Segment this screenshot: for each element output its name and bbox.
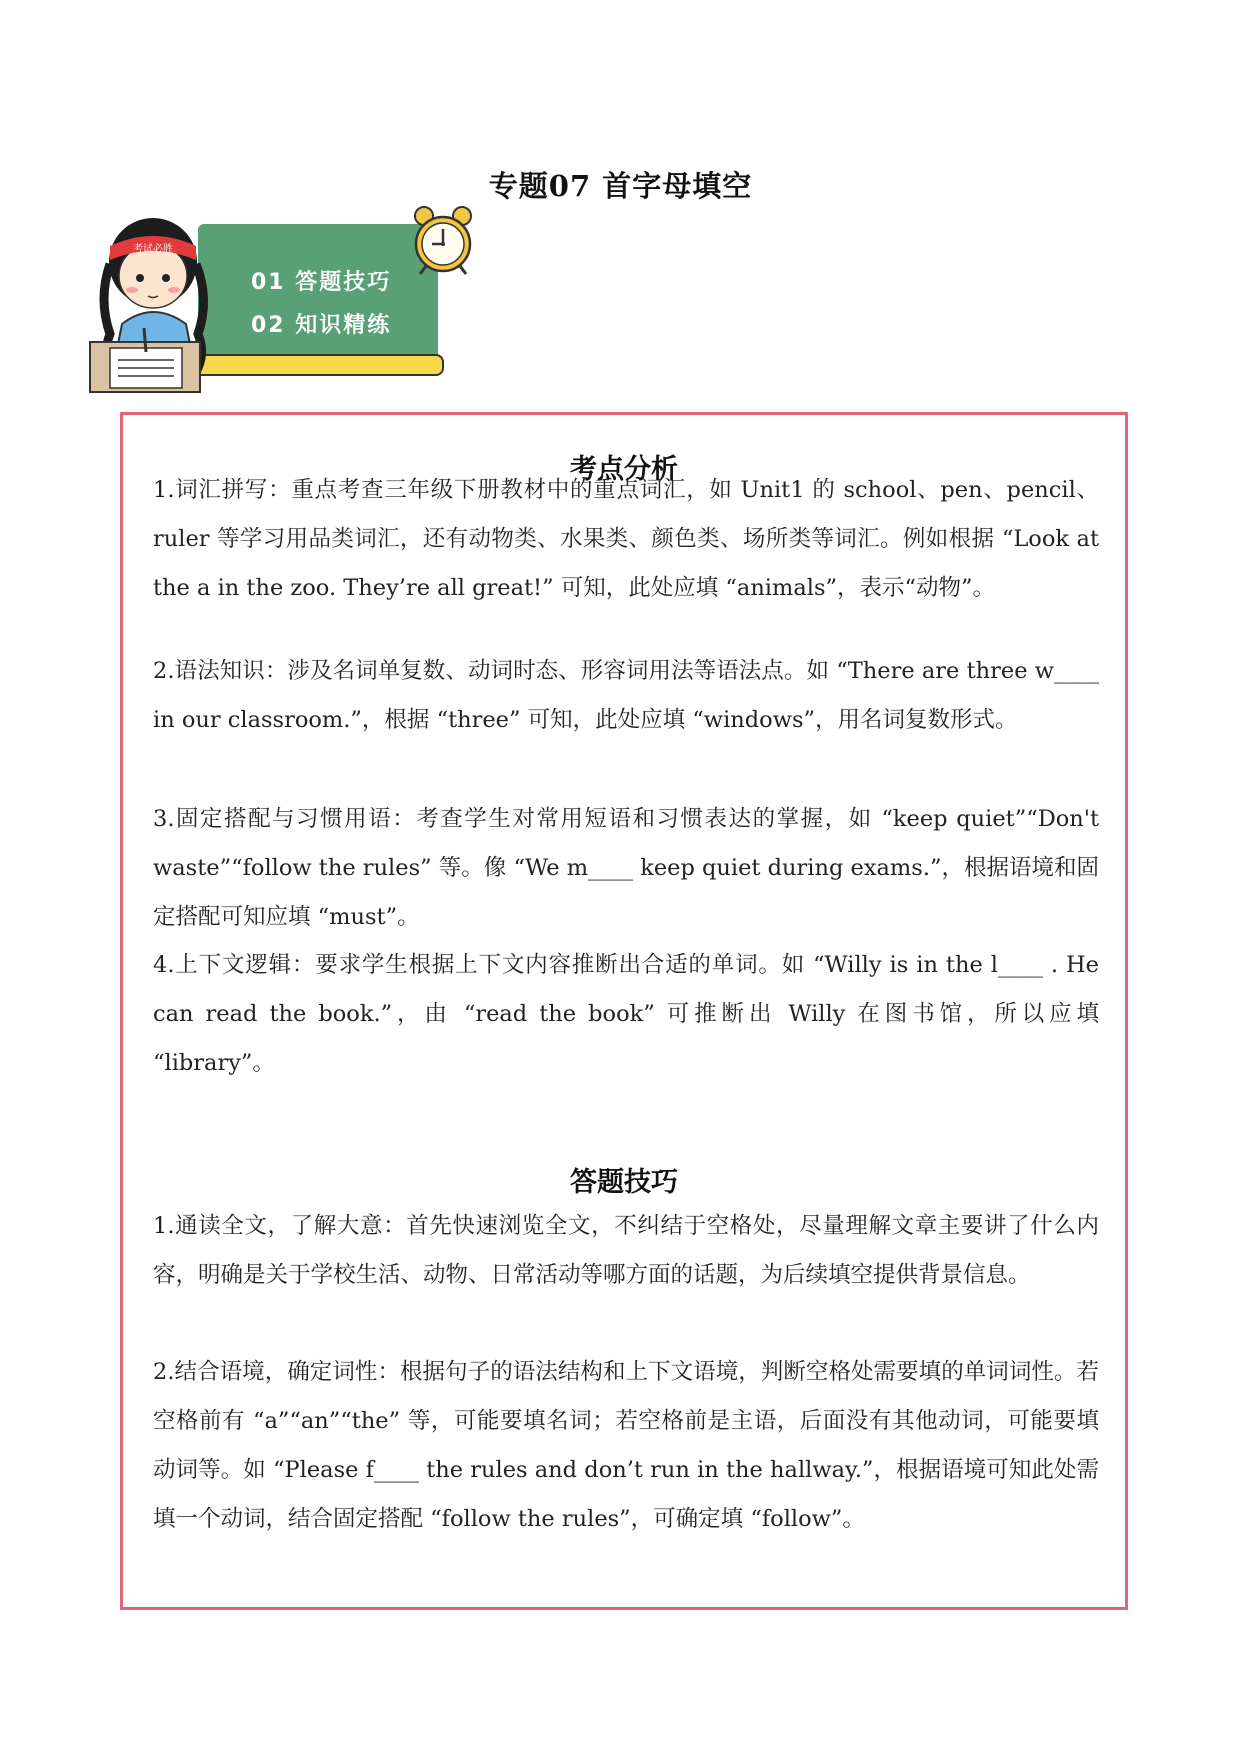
tips-paragraph-1: 1.通读全文，了解大意：首先快速浏览全文，不纠结于空格处，尽量理解文章主要讲了什么内容，明确是关于学校生活、动物、日常活动等哪方面的话题，为后续填空提供背景信息。 (153, 1213, 1099, 1288)
menu-item-practice: 02 知识精练 (251, 313, 392, 338)
analysis-paragraph-1: 1.词汇拼写：重点考查三年级下册教材中的重点词汇，如 Unit1 的 school、pen、pencil、ruler 等学习用品类词汇，还有动物类、水果类、颜色类、场所类等词汇。例如根据 “Look at the a in the zoo. They’re all great!” 可知，此处应填 “animals”，表示“动物”。 (153, 477, 1099, 601)
analysis-paragraph-2: 2.语法知识：涉及名词单复数、动词时态、形容词用法等语法点。如 “There are three w____ in our classroom.”，根据 “three” 可知，此处应填 “windows”，用名词复数形式。 (153, 658, 1099, 733)
topic-banner (88, 204, 468, 392)
menu-item-answer-tips: 01 答题技巧 (251, 270, 392, 295)
analysis-paragraph-3: 3.固定搭配与习惯用语：考查学生对常用短语和习惯表达的掌握，如 “keep quiet”“Don't waste”“follow the rules” 等。像 “We m____ keep quiet during exams.”，根据语境和固定搭配可知应填 “must”。 (153, 806, 1099, 930)
tips-paragraph-2: 2.结合语境，确定词性：根据句子的语法结构和上下文语境，判断空格处需要填的单词词性。若空格前有 “a”“an”“the” 等，可能要填名词；若空格前是主语，后面没有其他动词，可能要填动词等。如 “Please f____ the rules and don’t run in the hallway.”，根据语境可知此处需填一个动词，结合固定搭配 “follow the rules”，可确定填 “follow”。 (153, 1359, 1099, 1532)
alarm-clock-icon (410, 204, 476, 276)
section-heading-analysis: 考点分析 (570, 454, 678, 485)
content-box (120, 412, 1128, 1610)
headband-text: 考试必胜 (133, 244, 173, 255)
section-heading-tips: 答题技巧 (570, 1167, 678, 1198)
page-title: 专题07 首字母填空 (488, 169, 753, 203)
analysis-paragraph-4: 4.上下文逻辑：要求学生根据上下文内容推断出合适的单词。如 “Willy is in the l____ . He can read the book.”，由 “read the book” 可推断出 Willy 在图书馆，所以应填 “library”。 (153, 952, 1099, 1076)
student-girl-illustration (88, 204, 238, 394)
